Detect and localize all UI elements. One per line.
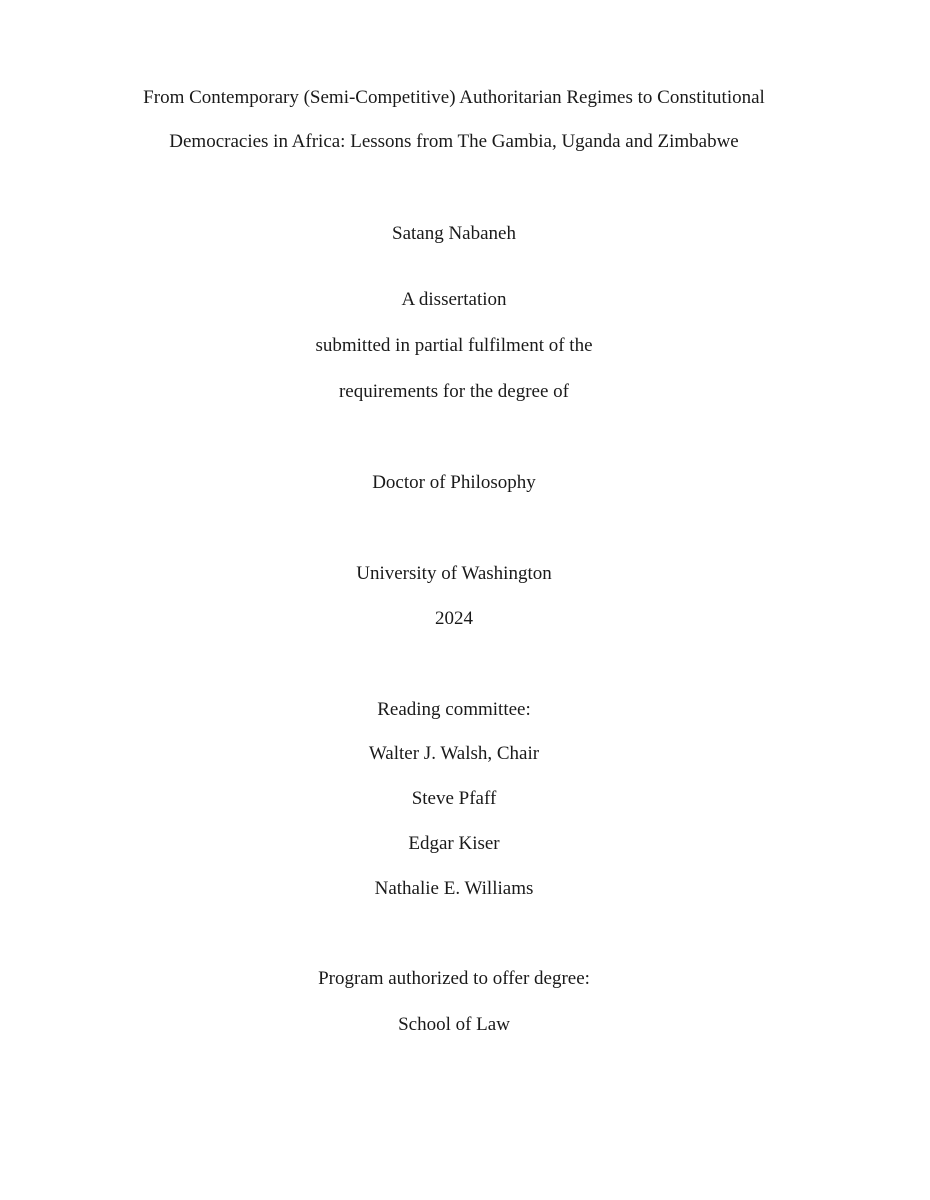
committee-member: Steve Pfaff bbox=[411, 788, 497, 809]
program-name: School of Law bbox=[398, 1014, 510, 1035]
committee-heading: Reading committee: bbox=[377, 699, 531, 720]
author-name: Satang Nabaneh bbox=[392, 223, 516, 244]
title-line-1: From Contemporary (Semi-Competitive) Authoritarian Regimes to Constitutional bbox=[143, 87, 765, 108]
degree-name: Doctor of Philosophy bbox=[372, 472, 536, 493]
submission-line-3: requirements for the degree of bbox=[338, 381, 569, 402]
year: 2024 bbox=[435, 608, 473, 629]
submission-line-2: submitted in partial fulfilment of the bbox=[315, 335, 593, 356]
committee-member: Walter J. Walsh, Chair bbox=[368, 743, 540, 764]
program-heading: Program authorized to offer degree: bbox=[318, 968, 590, 989]
title-line-2: Democracies in Africa: Lessons from The Gambia, Uganda and Zimbabwe bbox=[169, 131, 739, 152]
institution-name: University of Washington bbox=[356, 563, 552, 584]
committee-member: Edgar Kiser bbox=[408, 833, 500, 854]
committee-member: Nathalie E. Williams bbox=[374, 878, 534, 899]
submission-line-1: A dissertation bbox=[401, 289, 507, 310]
